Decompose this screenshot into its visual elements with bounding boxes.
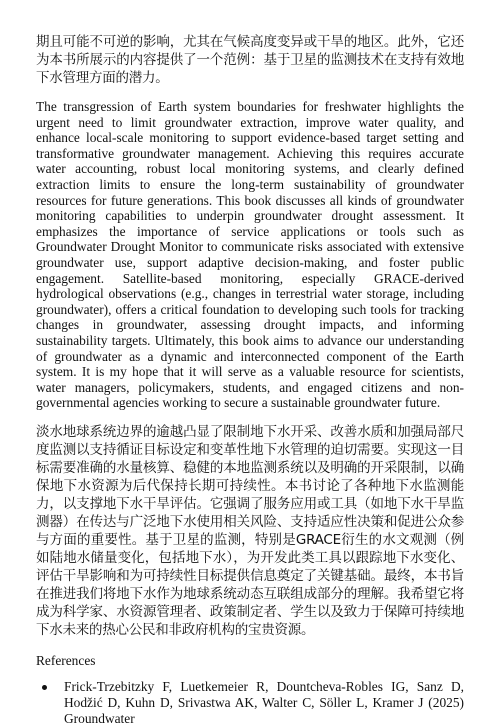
reference-item (64, 679, 464, 727)
references-list (36, 679, 464, 727)
bullet-icon (42, 685, 47, 690)
reference-text: Frick-Trzebitzky F, Luetkemeier R, Dountcheva-Robles IG, Sanz D, Hodžić D, Kuhn D, Srivastwa AK, Walter C, Söller L, Kramer J (2025) Groundwater (64, 678, 464, 726)
abstract-paragraph-english: The transgression of Earth system boundaries for freshwater highlights the urgent need to limit groundwater extraction, improve water quality, and enhance local-scale monitoring to support evidence-based target setting and transformative groundwater management. Achieving this requires accurate water accounting, robust local monitoring systems, and clearly defined extraction limits to ensure the long-term sustainability of groundwater resources for future generations. This book discusses all kinds of groundwater monitoring capabilities to underpin groundwater drought assessment. It emphasizes the importance of service applications or tools such as Groundwater Drought Monitor to communicate risks associated with extensive groundwater use, support adaptive decision-making, and foster public engagement. Satellite-based monitoring, especially GRACE-derived hydrological observations (e.g., changes in terrestrial water storage, including groundwater), offers a critical foundation to developing such tools for tracking changes in groundwater, assessing drought impacts, and informing sustainability targets. Ultimately, this book aims to advance our understanding of groundwater as a dynamic and interconnected component of the Earth system. It is my hope that it will serve as a valuable resource for scientists, water managers, policymakers, students, and engaged citizens and non-governmental agencies working to secure a sustainable groundwater future. (36, 99, 464, 411)
abstract-paragraph-chinese: 淡水地球系统边界的逾越凸显了限制地下水开采、改善水质和加强局部尺度监测以支持循证目标设定和变革性地下水管理的迫切需要。实现这一目标需要准确的水量核算、稳健的本地监测系统以及明确的开采限制，以确保地下水资源为后代保持长期可持续性。本书讨论了各种地下水监测能力，以支撑地下水干旱评估。它强调了服务应用或工具（如地下水干旱监测器）在传达与广泛地下水使用相关风险、支持适应性决策和促进公众参与方面的重要性。基于卫星的监测，特别是GRACE衍生的水文观测（例如陆地水储量变化，包括地下水），为开发此类工具以跟踪地下水变化、评估干旱影响和为可持续性目标提供信息奠定了关键基础。最终，本书旨在推进我们将地下水作为地球系统动态互联组成部分的理解。我希望它将成为科学家、水资源管理者、政策制定者、学生以及致力于保障可持续地下水未来的热心公民和非政府机构的宝贵资源。 (36, 423, 464, 638)
intro-paragraph-chinese: 期且可能不可逆的影响，尤其在气候高度变异或干旱的地区。此外，它还为本书所展示的内容提供了一个范例：基于卫星的监测技术在支持有效地下水管理方面的潜力。 (36, 34, 464, 86)
references-heading: References (36, 652, 96, 668)
